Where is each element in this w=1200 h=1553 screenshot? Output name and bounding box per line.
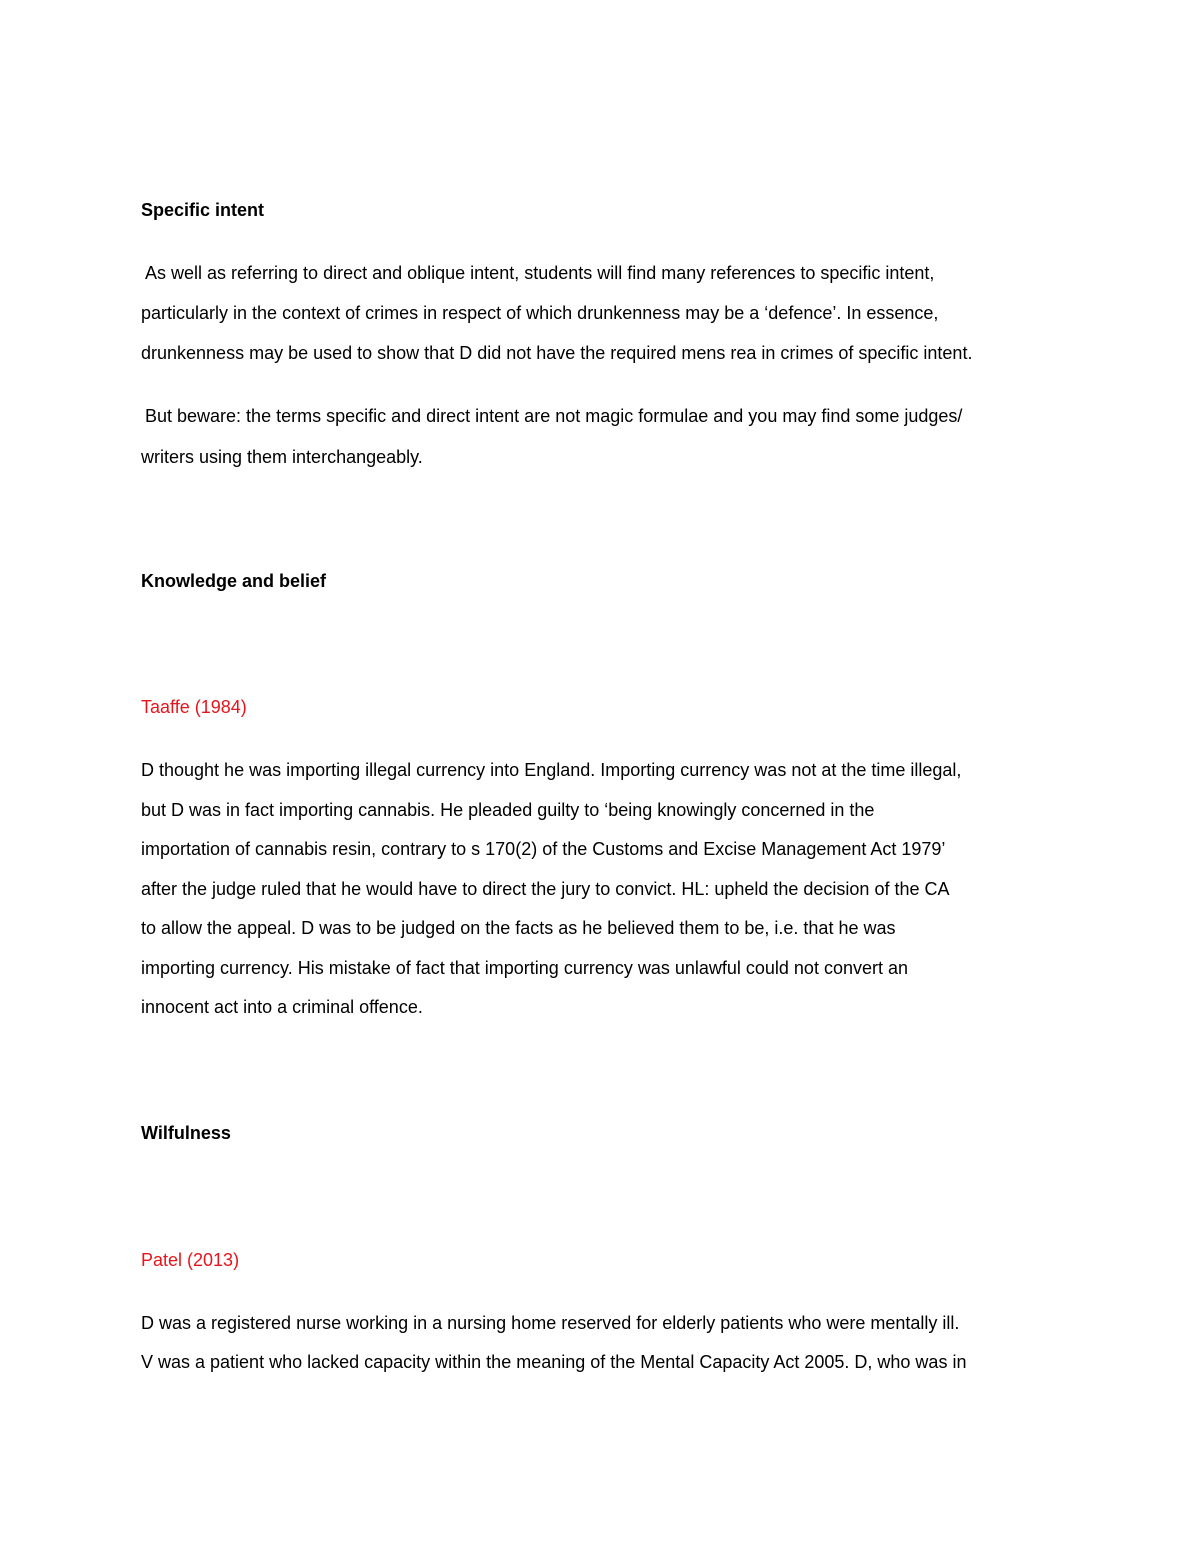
paragraph-line: importing currency. His mistake of fact that importing currency was unlawful could not convert an: [141, 958, 908, 978]
section-heading-wilfulness: Wilfulness: [141, 1123, 231, 1143]
paragraph-line: particularly in the context of crimes in respect of which drunkenness may be a ‘defence’. In essence,: [141, 303, 939, 323]
paragraph-line: But beware: the terms specific and direct intent are not magic formulae and you may find some judges/: [145, 406, 963, 426]
paragraph-line: importation of cannabis resin, contrary to s 170(2) of the Customs and Excise Management Act 1979’: [141, 839, 946, 859]
paragraph-line: to allow the appeal. D was to be judged on the facts as he believed them to be, i.e. that he was: [141, 918, 896, 938]
paragraph-line: V was a patient who lacked capacity within the meaning of the Mental Capacity Act 2005. D, who was in: [141, 1352, 967, 1372]
paragraph-line: D was a registered nurse working in a nursing home reserved for elderly patients who were mentally ill.: [141, 1313, 960, 1333]
paragraph-line: but D was in fact importing cannabis. He pleaded guilty to ‘being knowingly concerned in the: [141, 800, 875, 820]
paragraph-line: D thought he was importing illegal currency into England. Importing currency was not at the time illegal,: [141, 760, 962, 780]
paragraph-line: As well as referring to direct and oblique intent, students will find many references to specific intent,: [145, 263, 935, 283]
case-title-patel: Patel (2013): [141, 1250, 240, 1270]
section-heading-specific-intent: Specific intent: [141, 200, 265, 220]
case-title-taaffe: Taaffe (1984): [141, 697, 247, 717]
paragraph-line: drunkenness may be used to show that D did not have the required mens rea in crimes of specific intent.: [141, 343, 973, 363]
paragraph-line: after the judge ruled that he would have to direct the jury to convict. HL: upheld the decision of the CA: [141, 879, 950, 899]
paragraph-line: writers using them interchangeably.: [141, 447, 423, 467]
paragraph-line: innocent act into a criminal offence.: [141, 997, 423, 1017]
section-heading-knowledge-and-belief: Knowledge and belief: [141, 571, 327, 591]
